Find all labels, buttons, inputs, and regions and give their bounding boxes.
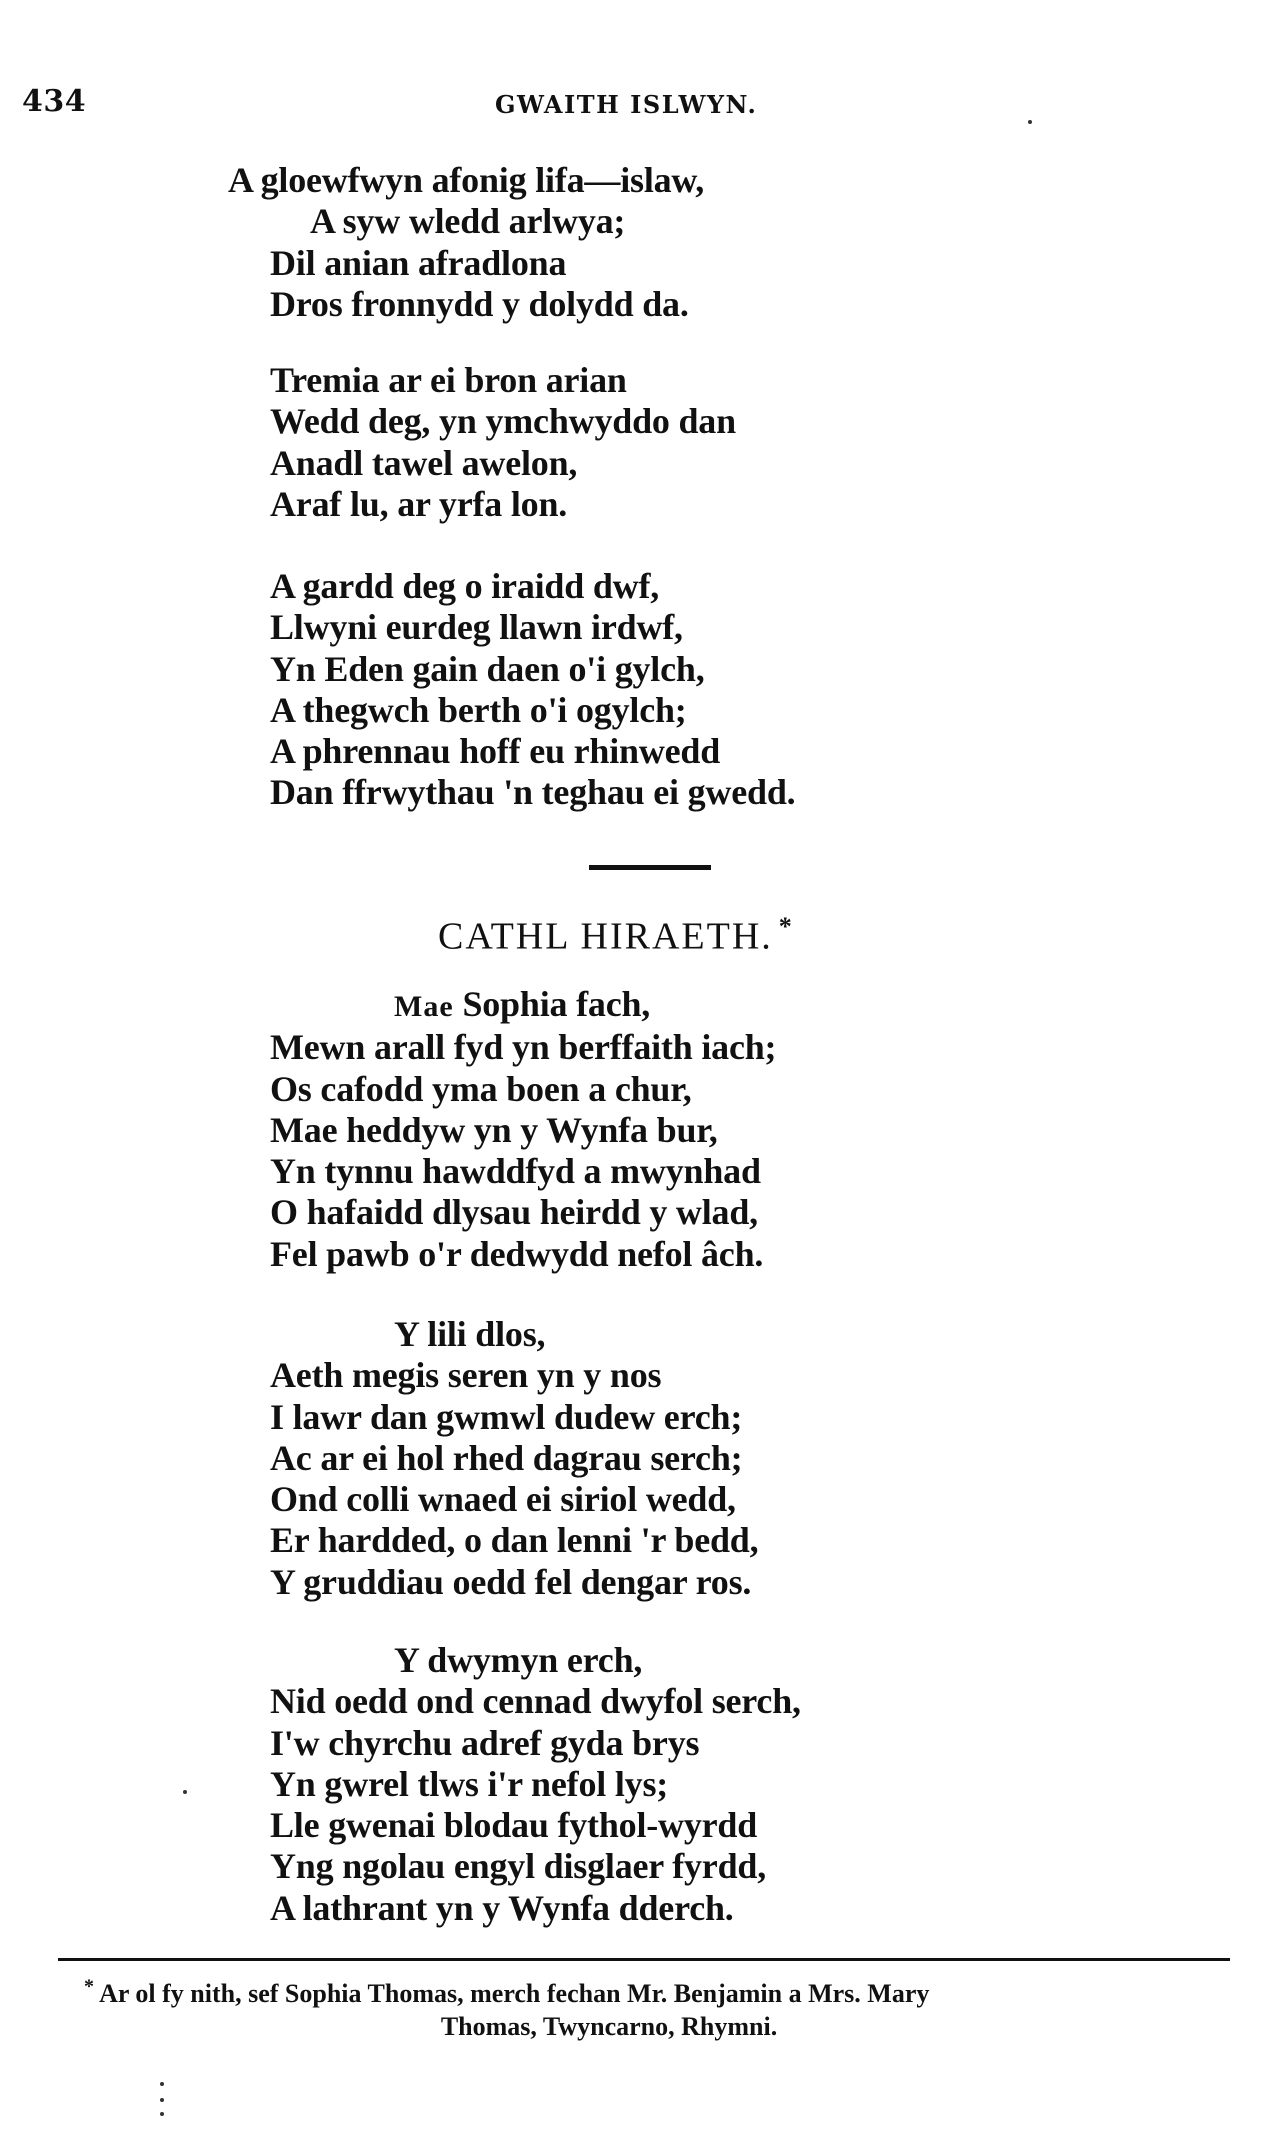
verse-line: Fel pawb o'r dedwydd nefol âch. [270, 1233, 764, 1274]
verse-line: Y lili dlos, [394, 1314, 546, 1354]
verse-line: Lle gwenai blodau fythol-wyrdd [270, 1805, 758, 1846]
verse-line: Ond colli wnaed ei siriol wedd, [270, 1479, 736, 1520]
small-caps-opening: Mae [394, 990, 454, 1023]
verse-line: Y dwymyn erch, [394, 1640, 643, 1680]
verse-line: Yn Eden gain daen o'i gylch, [270, 648, 705, 689]
verse-line: A gloewfwyn afonig lifa—islaw, [228, 160, 705, 200]
print-speck [160, 2112, 164, 2116]
running-title: GWAITH ISLWYN. [495, 90, 758, 119]
print-speck [183, 1790, 187, 1794]
verse-line: Y gruddiau oedd fel dengar ros. [270, 1561, 752, 1602]
verse-line: Yn gwrel tlws i'r nefol lys; [270, 1763, 669, 1804]
poem1-stanza-3 [270, 566, 795, 814]
poem-title [438, 912, 794, 959]
poem1-stanza-2 [270, 360, 736, 525]
verse-line: I'w chyrchu adref gyda brys [270, 1722, 700, 1763]
footnote-line-1 [84, 1975, 930, 2008]
verse-line: A gardd deg o iraidd dwf, [270, 566, 660, 606]
verse-line-rest: Sophia fach, [453, 984, 651, 1024]
verse-line: Dil anian afradlona [270, 242, 567, 283]
poem1-stanza-1 [228, 160, 704, 325]
footnote [84, 1970, 1214, 2043]
verse-line: Os cafodd yma boen a chur, [270, 1068, 692, 1109]
verse-line: Mewn arall fyd yn berffaith iach; [270, 1027, 777, 1068]
footnote-marker: * [84, 1975, 94, 1997]
verse-line: Er hardded, o dan lenni 'r bedd, [270, 1520, 759, 1561]
footnote-text: Ar ol fy nith, sef Sophia Thomas, merch fechan Mr. Benjamin a Mrs. Mary [94, 1978, 930, 2008]
verse-line: Tremia ar ei bron arian [270, 360, 627, 400]
page-number: 434 [22, 84, 87, 119]
verse-line [270, 984, 776, 1027]
verse-line: Anadl tawel awelon, [270, 442, 578, 483]
poem2-stanza-2 [270, 1314, 758, 1603]
verse-line: A thegwch berth o'i ogylch; [270, 689, 687, 730]
verse-line: I lawr dan gwmwl dudew erch; [270, 1396, 743, 1437]
verse-line: Llwyni eurdeg llawn irdwf, [270, 607, 683, 648]
print-speck [160, 2098, 164, 2102]
verse-line: Dan ffrwythau 'n teghau ei gwedd. [270, 772, 796, 813]
poem-title-text: CATHL HIRAETH. [438, 915, 773, 958]
verse-line: Mae heddyw yn y Wynfa bur, [270, 1109, 718, 1150]
verse-line: Aeth megis seren yn y nos [270, 1355, 662, 1396]
verse-line: Araf lu, ar yrfa lon. [270, 483, 568, 524]
verse-line: Wedd deg, yn ymchwyddo dan [270, 401, 736, 442]
verse-line: Nid oedd ond cennad dwyfol serch, [270, 1681, 801, 1722]
footnote-line-2: Thomas, Twyncarno, Rhymni. [440, 2011, 778, 2041]
verse-line: O hafaidd dlysau heirdd y wlad, [270, 1192, 758, 1233]
poem2-stanza-1 [270, 984, 776, 1275]
print-speck [160, 2082, 164, 2086]
verse-line: Ac ar ei hol rhed dagrau serch; [270, 1437, 743, 1478]
footnote-rule [58, 1958, 1230, 1961]
verse-line: A syw wledd arlwya; [310, 201, 626, 242]
section-divider [589, 865, 711, 870]
verse-line: Yn tynnu hawddfyd a mwynhad [270, 1151, 761, 1192]
verse-line: Dros fronnydd y dolydd da. [270, 283, 689, 324]
footnote-marker: * [778, 912, 794, 941]
verse-line: A lathrant yn y Wynfa dderch. [270, 1887, 734, 1928]
verse-line: Yng ngolau engyl disglaer fyrdd, [270, 1846, 767, 1887]
verse-line: A phrennau hoff eu rhinwedd [270, 731, 721, 772]
print-speck [1028, 120, 1032, 124]
poem2-stanza-3 [270, 1640, 801, 1929]
